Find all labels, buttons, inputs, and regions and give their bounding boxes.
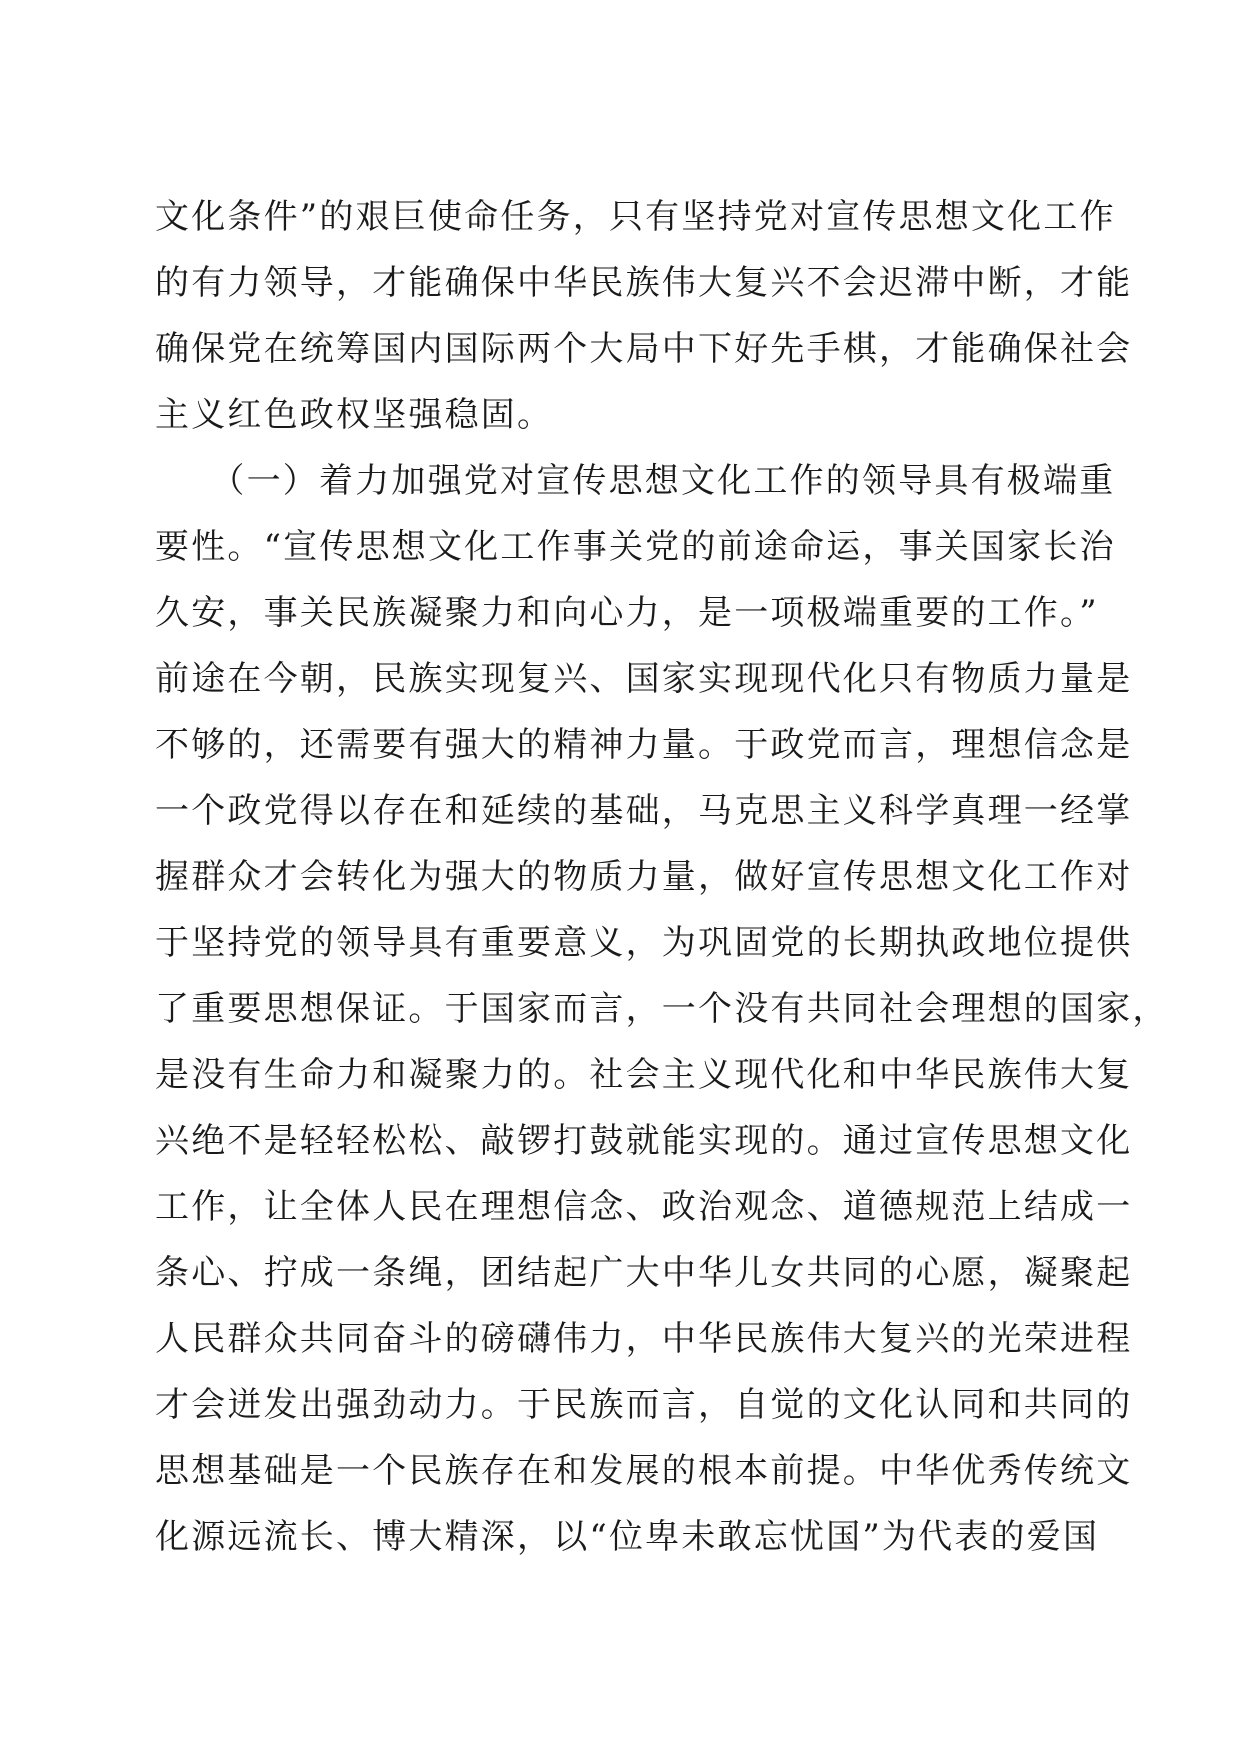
- text-line: 一个政党得以存在和延续的基础，马克思主义科学真理一经掌: [155, 791, 1133, 831]
- text-line: 才会迸发出强劲动力。于民族而言，自觉的文化认同和共同的: [155, 1385, 1133, 1425]
- text-line: 前途在今朝，民族实现复兴、国家实现现代化只有物质力量是: [155, 659, 1133, 699]
- text-line: 了重要思想保证。于国家而言，一个没有共同社会理想的国家，: [155, 989, 1169, 1029]
- text-line: 于坚持党的领导具有重要意义，为巩固党的长期执政地位提供: [155, 923, 1133, 963]
- text-line: 兴绝不是轻轻松松、敲锣打鼓就能实现的。通过宣传思想文化: [155, 1121, 1133, 1161]
- text-line: 是没有生命力和凝聚力的。社会主义现代化和中华民族伟大复: [155, 1055, 1133, 1095]
- text-line: 要性。“宣传思想文化工作事关党的前途命运，事关国家长治: [155, 527, 1116, 567]
- section-heading-line: （一）着力加强党对宣传思想文化工作的领导具有极端重: [155, 461, 1116, 501]
- text-line: 握群众才会转化为强大的物质力量，做好宣传思想文化工作对: [155, 857, 1133, 897]
- text-line: 的有力领导，才能确保中华民族伟大复兴不会迟滞中断，才能: [155, 263, 1133, 303]
- body-text: [155, 184, 1169, 1570]
- text-line: 条心、拧成一条绳，团结起广大中华儿女共同的心愿，凝聚起: [155, 1253, 1133, 1293]
- text-line: 文化条件”的艰巨使命任务，只有坚持党对宣传思想文化工作: [155, 197, 1116, 237]
- text-line: 人民群众共同奋斗的磅礴伟力，中华民族伟大复兴的光荣进程: [155, 1319, 1133, 1359]
- text-line: 确保党在统筹国内国际两个大局中下好先手棋，才能确保社会: [155, 329, 1133, 369]
- text-line: 工作，让全体人民在理想信念、政治观念、道德规范上结成一: [155, 1187, 1133, 1227]
- text-line: 化源远流长、博大精深，以“位卑未敢忘忧国”为代表的爱国: [155, 1517, 1100, 1557]
- text-line: 主义红色政权坚强稳固。: [155, 395, 554, 435]
- text-line: 思想基础是一个民族存在和发展的根本前提。中华优秀传统文: [155, 1451, 1133, 1491]
- text-line: 不够的，还需要有强大的精神力量。于政党而言，理想信念是: [155, 725, 1133, 765]
- text-line: 久安，事关民族凝聚力和向心力，是一项极端重要的工作。”: [155, 593, 1099, 633]
